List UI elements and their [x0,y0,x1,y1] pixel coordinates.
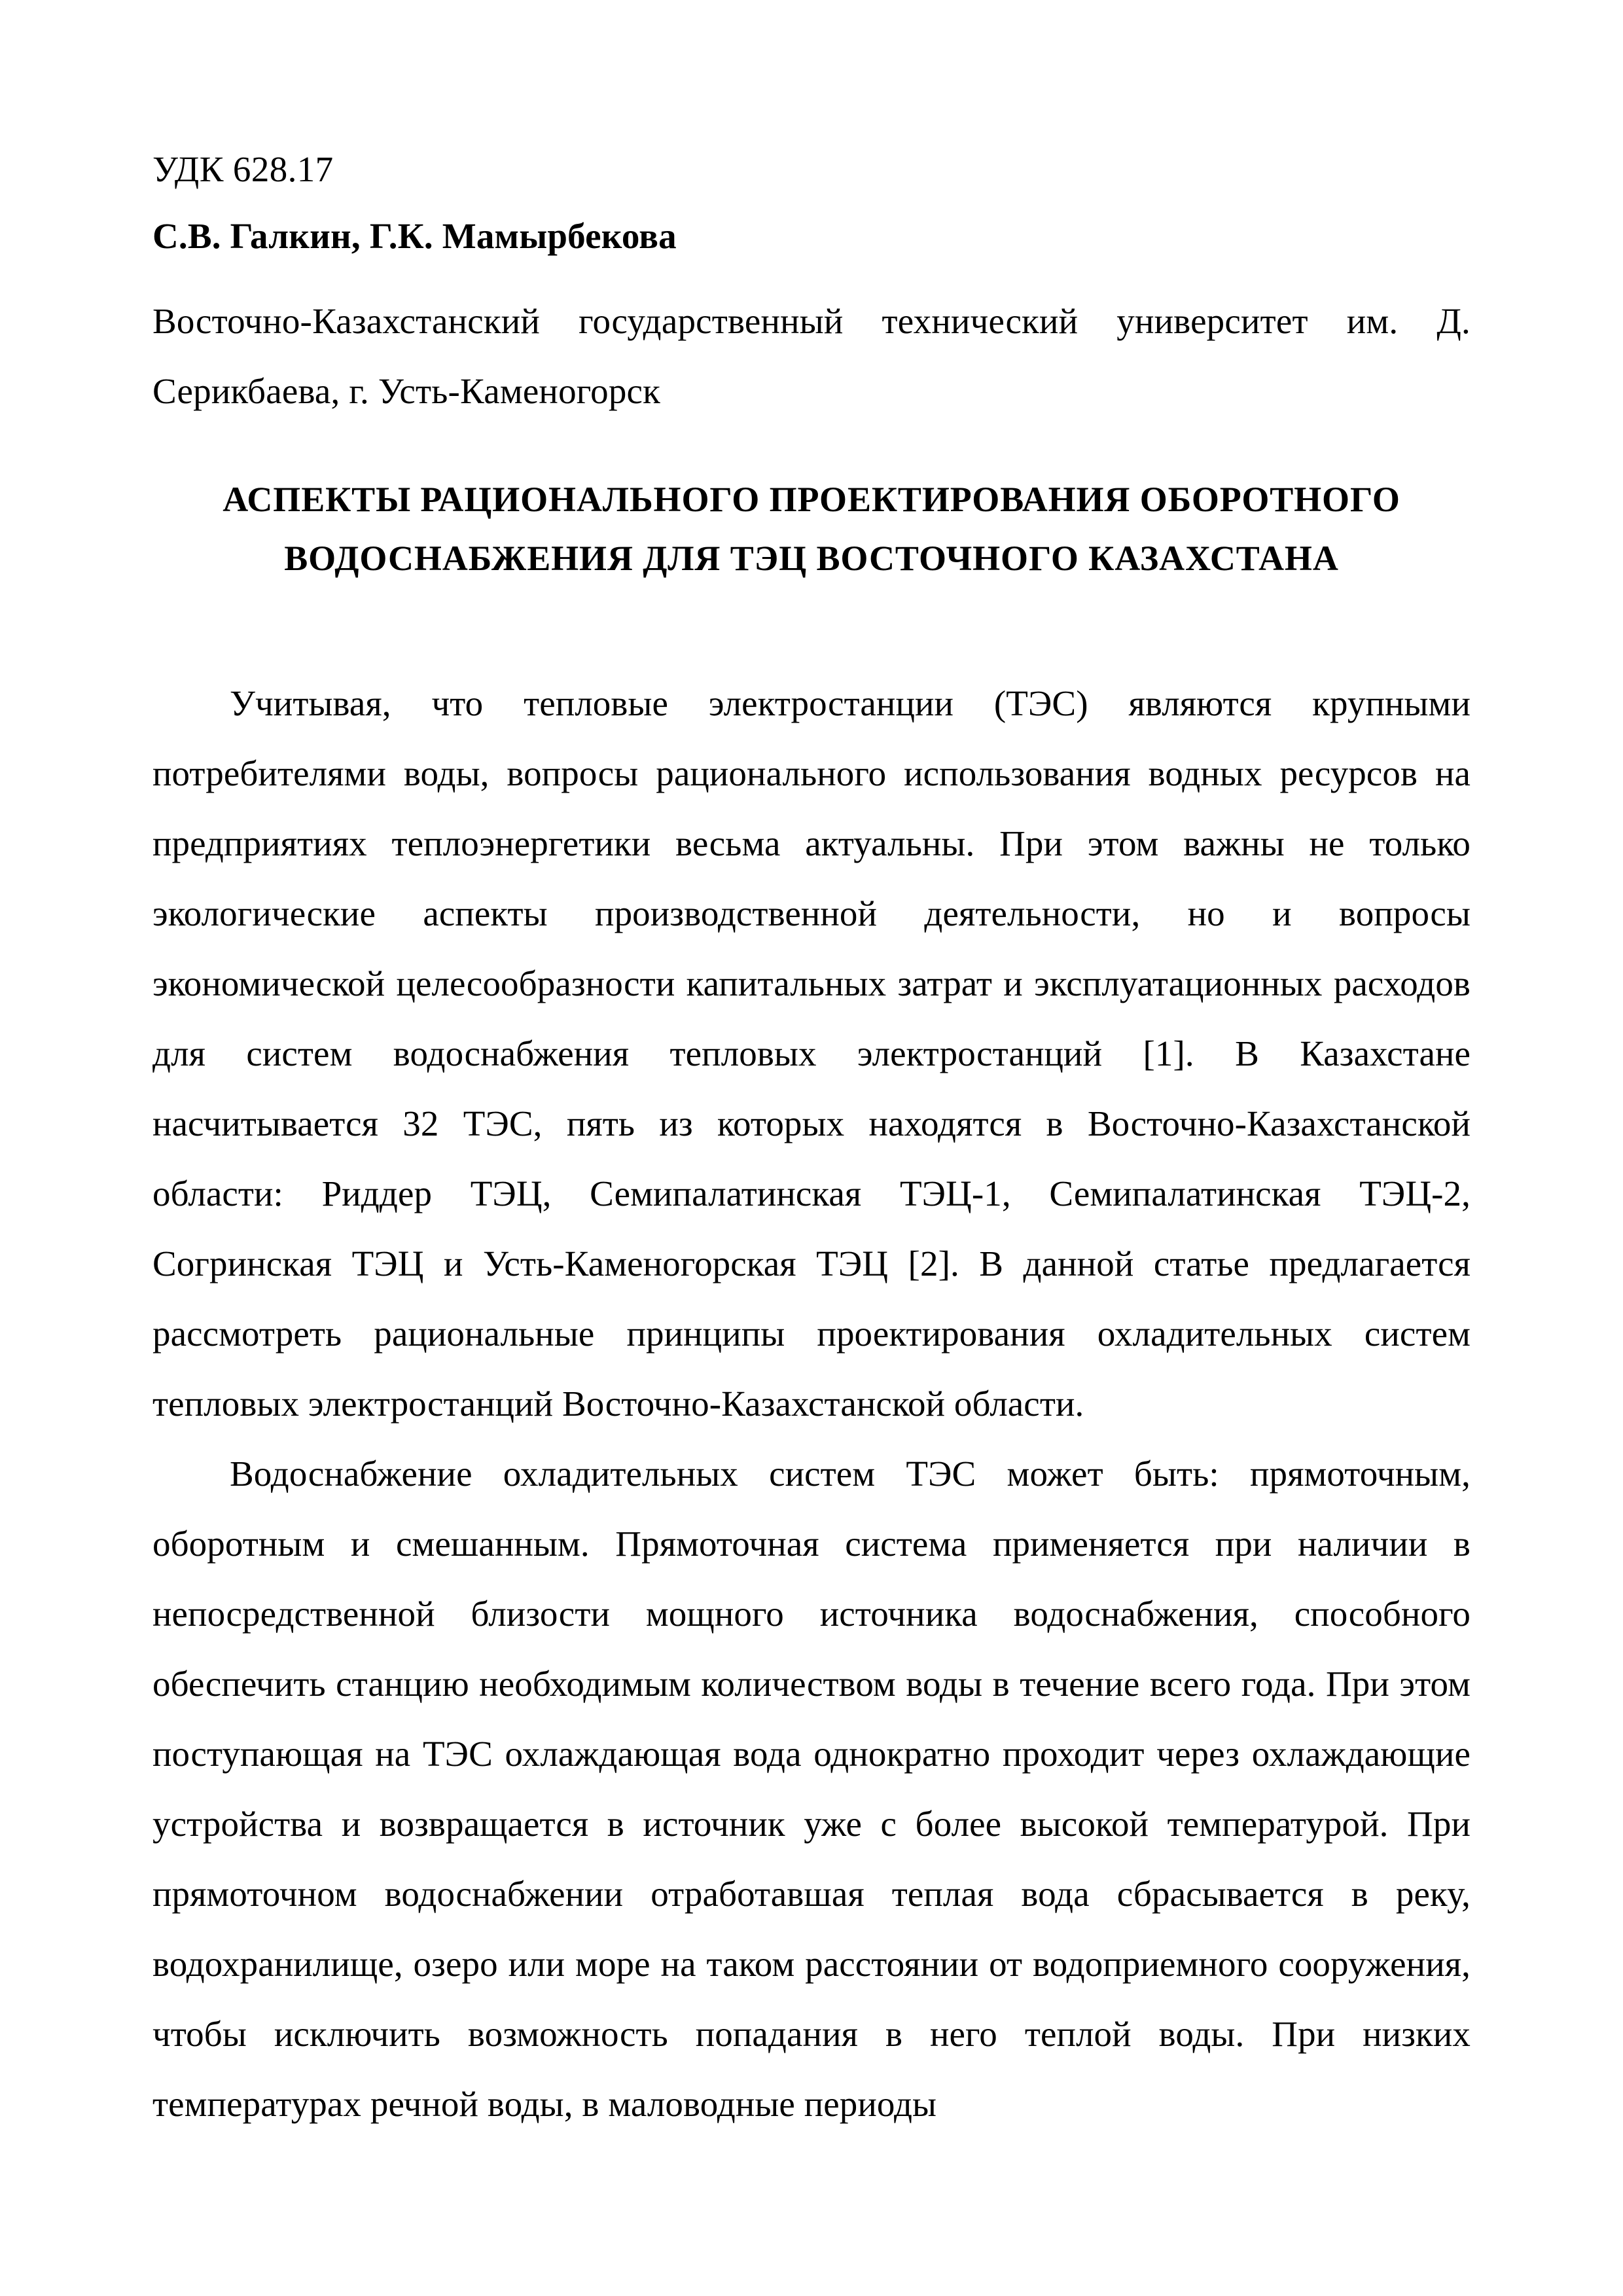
body-paragraph-1: Учитывая, что тепловые электростанции (ТЭС) являются крупными потребителями воды, вопросы рационального использования водных ресурсов на предприятиях теплоэнергетики весьма актуальны. При этом важны не только экологические аспекты производственной деятельности, но и вопросы экономической целесообразности капитальных затрат и эксплуатационных расходов для систем водоснабжения тепловых электростанций [1]. В Казахстане насчитывается 32 ТЭС, пять из которых находятся в Восточно-Казахстанской области: Риддер ТЭЦ, Семипалатинская ТЭЦ-1, Семипалатинская ТЭЦ-2, Согринская ТЭЦ и Усть-Каменогорская ТЭЦ [2]. В данной статье предлагается рассмотреть рациональные принципы проектирования охладительных систем тепловых электростанций Восточно-Казахстанской области. [152,683,1471,1424]
affiliation: Восточно-Казахстанский государственный технический университет им. Д. Серикбаева, г. Усть-Каменогорск [152,301,1471,411]
article-title [152,470,1471,588]
body-paragraph-2: Водоснабжение охладительных систем ТЭС может быть: прямоточным, оборотным и смешанным. Прямоточная система применяется при наличии в непосредственной близости мощного источника водоснабжения, способного обеспечить станцию необходимым количеством воды в течение всего года. При этом поступающая на ТЭС охлаждающая вода однократно проходит через охлаждающие устройства и возвращается в источник уже с более высокой температурой. При прямоточном водоснабжении отработавшая теплая вода сбрасывается в реку, водохранилище, озеро или море на таком расстоянии от водоприемного сооружения, чтобы исключить возможность попадания в него теплой воды. При низких температурах речной воды, в маловодные периоды [152,1454,1471,2124]
udk-code: УДК 628.17 [152,149,334,189]
article-title-line-1: АСПЕКТЫ РАЦИОНАЛЬНОГО ПРОЕКТИРОВАНИЯ ОБОРОТНОГО [223,480,1400,519]
article-body [152,668,1471,2139]
author-names: С.В. Галкин, Г.К. Мамырбекова [152,216,677,256]
article-title-line-2: ВОДОСНАБЖЕНИЯ ДЛЯ ТЭЦ ВОСТОЧНОГО КАЗАХСТАНА [284,539,1339,578]
